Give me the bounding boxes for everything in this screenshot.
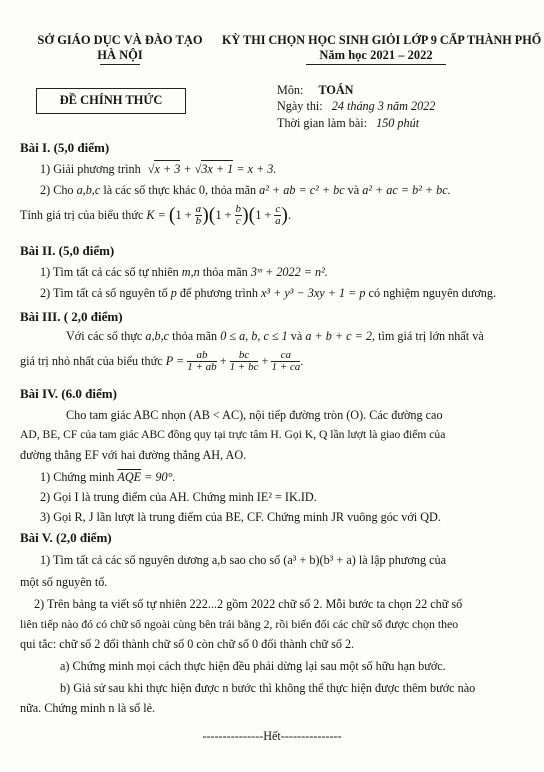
section-4-question-2: 2) Gọi I là trung điểm của AH. Chứng minh IE² = IK.ID. [40, 490, 317, 504]
subject-value: TOÁN [318, 83, 354, 97]
section-3-end: tìm giá trị lớn nhất và [378, 329, 484, 343]
question-2-1-equation: 3ᵐ + 2022 = n². [250, 265, 328, 279]
section-2-title: Bài II. (5,0 điểm) [20, 243, 115, 258]
section-4-question-1 [40, 470, 176, 485]
date-line [277, 99, 435, 114]
section-1-question-2 [40, 183, 451, 198]
date-label: Ngày thi: [277, 99, 323, 113]
section-4-line-3: đường thẳng EF với hai đường thẳng AH, AO. [20, 448, 247, 462]
fraction-bc: $\frac{bc}{1 + bc}$ [229, 349, 259, 373]
fraction-ab: $\frac{ab}{1 + ab}$ [187, 349, 217, 373]
section-4-title: Bài IV. (6.0 điểm) [20, 386, 117, 401]
question-2-2-mid: để phương trình [179, 286, 258, 300]
subject-line [277, 83, 353, 98]
section-3-expression-label: giá trị nhỏ nhất của biểu thức [20, 354, 163, 368]
school-year-underline [306, 64, 446, 65]
time-value: 150 phút [376, 116, 420, 130]
fraction-c-over-a: $\frac{c}{a}$ [275, 203, 281, 227]
section-5-question-1-line-2: một số nguyên tố. [20, 575, 108, 589]
section-3-prefix: Với các số thực [66, 329, 143, 343]
fraction-a-over-b: $\frac{a}{b}$ [195, 203, 202, 227]
expression-k: K = [146, 208, 166, 222]
question-4-1-end: = 90°. [144, 470, 176, 484]
date-value: 24 tháng 3 năm 2022 [331, 99, 436, 113]
fraction-b-over-c: $\frac{b}{c}$ [235, 203, 241, 227]
subject-label: Môn: [277, 83, 304, 97]
question-2-2-end: có nghiệm nguyên dương. [368, 286, 497, 300]
section-2-question-2 [40, 286, 496, 301]
question-2-1-vars: m,n [181, 265, 200, 279]
question-1-2-condition-1: a² + ab = c² + bc [259, 183, 345, 197]
question-2-2-var: p [170, 286, 177, 300]
question-1-2-vars: a,b,c [76, 183, 101, 197]
question-1-1-rhs: = x + 3. [236, 162, 277, 176]
section-5-title: Bài V. (2,0 điểm) [20, 530, 112, 545]
exam-title: KỲ THI CHỌN HỌC SINH GIỎI LỚP 9 CẤP THÀNH PHỐ [222, 33, 542, 47]
section-5-question-2-line-3: qui tắc: chữ số 2 đổi thành chữ số 0 còn chữ số 0 đổi thành chữ số 2. [20, 637, 355, 651]
department-line-1: SỞ GIÁO DỤC VÀ ĐÀO TẠO [37, 33, 203, 47]
section-5-question-2b-line-2: nữa. Chứng minh n là số lẻ. [20, 701, 156, 715]
section-4-question-3: 3) Gọi R, J lần lượt là trung điểm của BE, CF. Chứng minh JR vuông góc với QD. [40, 510, 441, 524]
question-1-2-prefix: 2) Cho [40, 183, 74, 197]
section-5-question-2b-line-1: b) Giả sử sau khi thực hiện được n bước thì không thể thực hiện được thêm bước nào [60, 681, 476, 695]
question-1-2-ask: Tính giá trị của biểu thức [20, 208, 144, 222]
question-2-1-mid: thỏa mãn [202, 265, 248, 279]
time-label: Thời gian làm bài: [277, 116, 368, 130]
section-3-title: Bài III. ( 2,0 điểm) [20, 309, 123, 324]
section-3-line-2: giá trị nhỏ nhất của biểu thức P = $\frac{ab}{1 + ab}$ + $\frac{bc}{1 + bc}$ + $\frac{ca}{1 + ca}$ . [20, 349, 304, 373]
department-underline [100, 64, 140, 65]
question-1-1-prefix: 1) Giải phương trình [40, 162, 141, 176]
fraction-ca: $\frac{ca}{1 + ca}$ [271, 349, 301, 373]
section-3-condition-1: 0 ≤ a, b, c ≤ 1 [220, 329, 288, 343]
official-exam-box: ĐỀ CHÍNH THỨC [36, 88, 186, 114]
question-4-1-prefix: 1) Chứng minh [40, 470, 115, 484]
section-3-condition-2: a + b + c = 2, [305, 329, 376, 343]
question-4-1-angle: $\overline{AQE}$ [117, 470, 142, 484]
section-5-question-2-line-2: liên tiếp nào đó có chữ số ngoài cùng bên trái bằng 2, rồi biến đổi các chữ số được chọn theo [20, 617, 459, 631]
section-5-question-1-line-1: 1) Tìm tất cả các số nguyên dương a,b sao cho số (a³ + b)(b³ + a) là lập phương của [40, 553, 447, 567]
question-2-2-prefix: 2) Tìm tất cả số nguyên tố [40, 286, 168, 300]
section-1-question-1 [40, 162, 276, 177]
section-4-line-2: AD, BE, CF của tam giác ABC đồng quy tại trực tâm H. Gọi K, Q lần lượt là giao điểm của [20, 428, 446, 441]
school-year: Năm học 2021 – 2022 [319, 48, 433, 62]
section-2-question-1 [40, 265, 328, 280]
question-1-1-radicals: √x + 3 + √3x + 1 [147, 162, 234, 176]
end-marker: ---------------Hết--------------- [202, 729, 342, 743]
question-1-2-mid: là các số thực khác 0, thỏa mãn [103, 183, 257, 197]
section-3-vars: a,b,c [145, 329, 170, 343]
question-2-2-equation: x³ + y³ − 3xy + 1 = p [261, 286, 366, 300]
section-3-line-1 [66, 329, 484, 344]
section-3-mid: thỏa mãn [172, 329, 218, 343]
section-5-question-2-line-1: 2) Trên bảng ta viết số tự nhiên 222...2 gồm 2022 chữ số 2. Mỗi bước ta chọn 22 chữ số [34, 597, 463, 611]
section-1-expression: Tính giá trị của biểu thức K = (1 + $\frac{a}{b}$ )(1 + $\frac{b}{c}$ )(1 + $\frac{c}{a}$ ). [20, 203, 291, 227]
exam-heading [222, 33, 542, 65]
question-1-2-condition-2: a² + ac = b² + bc. [362, 183, 451, 197]
department-line-2: HÀ NỘI [97, 48, 143, 62]
time-line [277, 116, 419, 131]
section-1-title: Bài I. (5,0 điểm) [20, 140, 110, 155]
department-name [20, 33, 220, 65]
question-1-2-and: và [347, 183, 360, 197]
section-3-and: và [290, 329, 303, 343]
section-4-line-1: Cho tam giác ABC nhọn (AB < AC), nội tiếp đường tròn (O). Các đường cao [66, 408, 443, 422]
expression-p: P = [165, 354, 185, 368]
question-2-1-prefix: 1) Tìm tất cả các số tự nhiên [40, 265, 179, 279]
section-5-question-2a: a) Chứng minh mọi cách thực hiện đều phải dừng lại sau một số hữu hạn bước. [60, 659, 446, 673]
